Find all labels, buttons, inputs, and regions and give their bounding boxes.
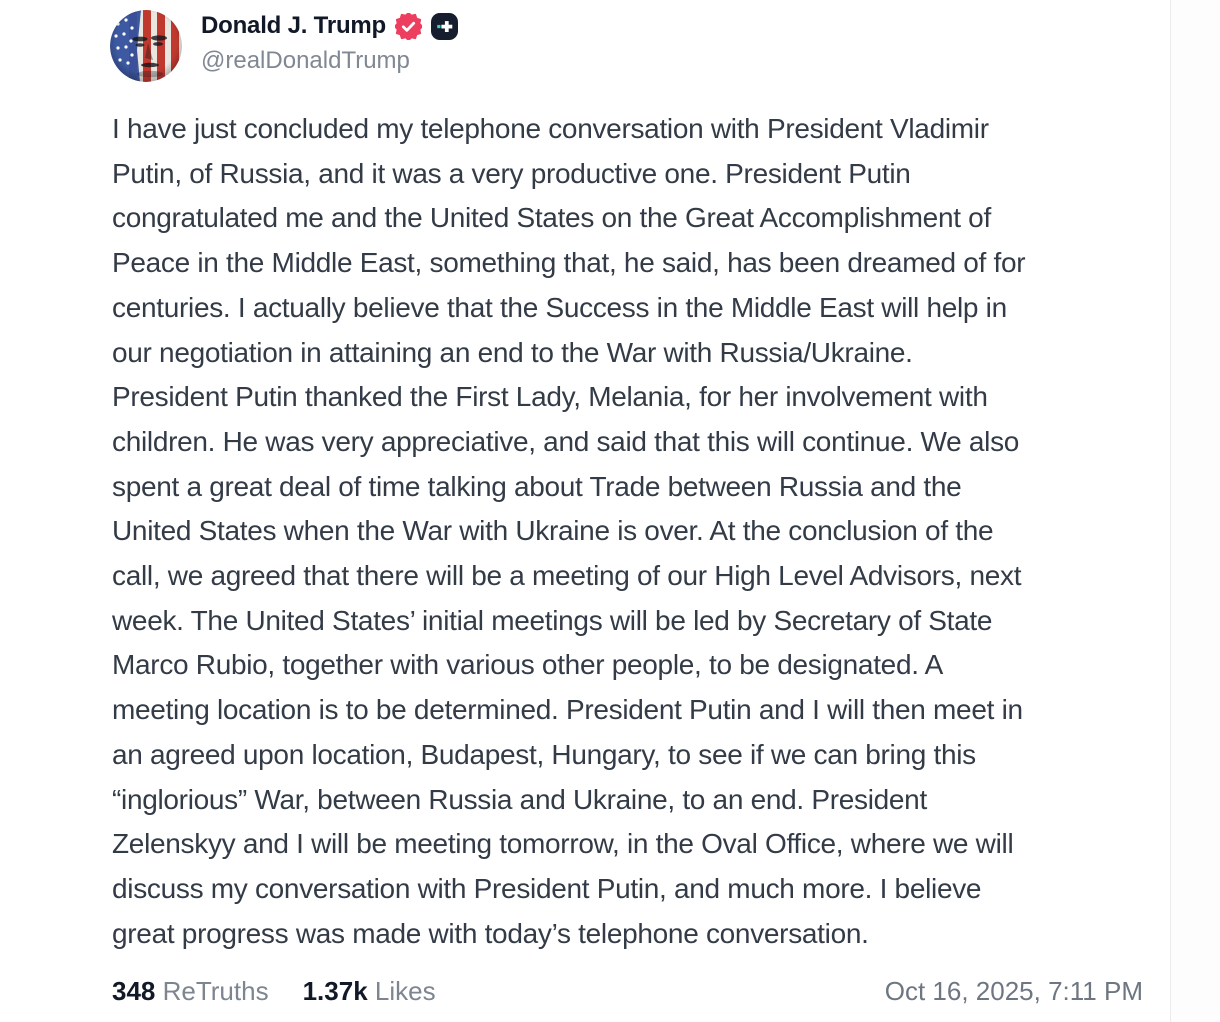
post-text-line: children. He was very appreciative, and said that this will continue. We also: [112, 425, 1020, 457]
page-gutter: [1171, 0, 1220, 1022]
post-text-line: Putin, of Russia, and it was a very productive one. President Putin: [112, 157, 911, 189]
post-text-line: President Putin thanked the First Lady, Melania, for her involvement with: [112, 381, 988, 413]
verified-seal-check-icon: [395, 13, 422, 40]
retruths-label: ReTruths: [162, 976, 269, 1006]
post-text-line: United States when the War with Ukraine is over. At the conclusion of the: [112, 515, 994, 547]
retruths-stat[interactable]: [112, 976, 269, 1007]
likes-stat[interactable]: [303, 976, 436, 1007]
post-text-line: Zelenskyy and I will be meeting tomorrow, in the Oval Office, where we will: [112, 828, 1014, 860]
american-flag-face-avatar: [110, 10, 182, 82]
post-footer: [112, 976, 1143, 1007]
post-text-line: discuss my conversation with President Putin, and much more. I believe: [112, 872, 982, 904]
post-text-line: Peace in the Middle East, something that, he said, has been dreamed of for: [112, 247, 1026, 279]
likes-count: 1.37k: [302, 976, 368, 1006]
post-text-line: week. The United States’ initial meetings will be led by Secretary of State: [112, 604, 993, 636]
post-stats: [112, 976, 436, 1007]
post-text-line: I have just concluded my telephone conversation with President Vladimir: [112, 113, 989, 144]
post-text-line: meeting location is to be determined. President Putin and I will then meet in: [112, 694, 1023, 726]
avatar[interactable]: [110, 10, 182, 82]
post-text-line: congratulated me and the United States on the Great Accomplishment of: [112, 202, 991, 234]
header-text: [201, 10, 458, 75]
retruths-count: 348: [112, 976, 156, 1006]
post-text-line: “inglorious” War, between Russia and Ukraine, to an end. President: [112, 783, 927, 815]
post-text-line: call, we agreed that there will be a meeting of our High Level Advisors, next: [112, 560, 1022, 592]
post-text-line: our negotiation in attaining an end to the War with Russia/Ukraine.: [112, 336, 913, 368]
post-text-line: centuries. I actually believe that the Success in the Middle East will help in: [112, 291, 1007, 323]
post-text-line: an agreed upon location, Budapest, Hungary, to see if we can bring this: [112, 738, 976, 770]
post-text: [112, 107, 1152, 956]
column-divider: [1170, 0, 1171, 1022]
plus-badge-icon: [431, 13, 458, 40]
timestamp[interactable]: Oct 16, 2025, 7:11 PM: [884, 976, 1143, 1006]
likes-label: Likes: [374, 976, 436, 1006]
post-text-line: spent a great deal of time talking about Trade between Russia and the: [112, 470, 962, 502]
post-header: [110, 10, 458, 82]
display-name[interactable]: Donald J. Trump: [201, 12, 387, 39]
name-row: [201, 12, 458, 40]
handle[interactable]: @realDonaldTrump: [201, 47, 410, 74]
post-text-line: great progress was made with today’s telephone conversation.: [112, 917, 869, 949]
post-text-line: Marco Rubio, together with various other people, to be designated. A: [112, 649, 944, 681]
